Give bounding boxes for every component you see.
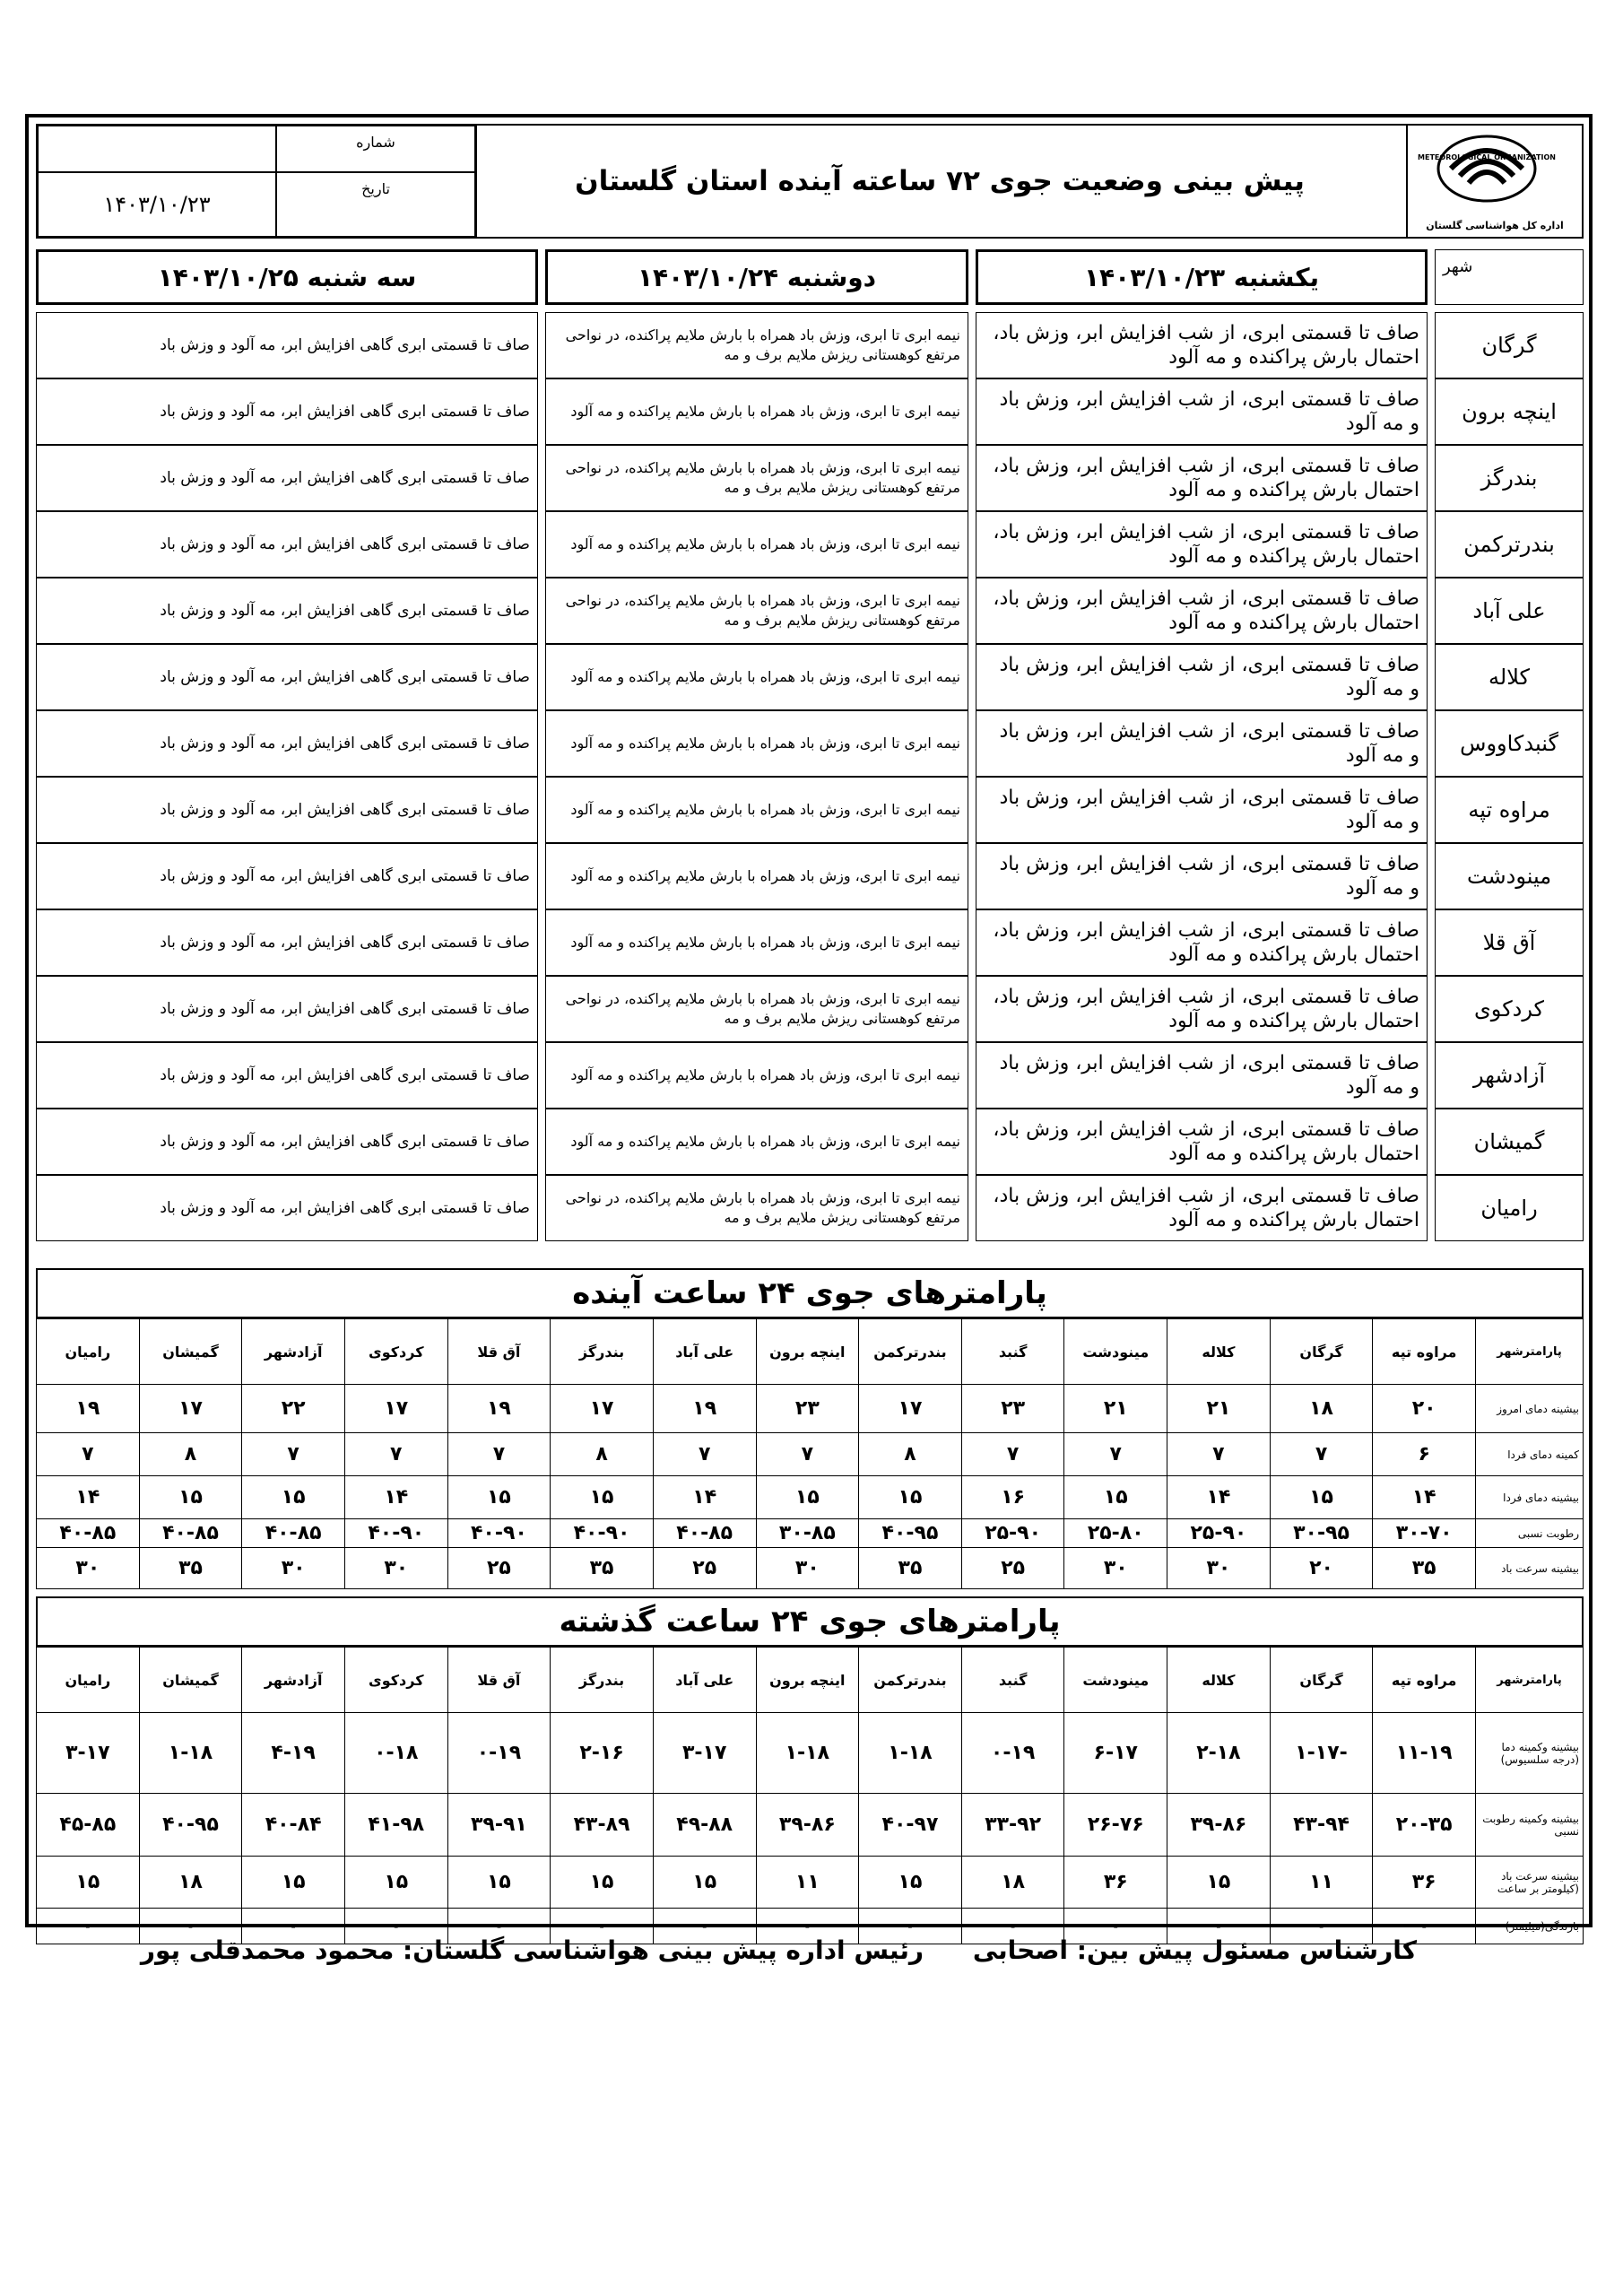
param-value: ۳۵ xyxy=(859,1548,962,1589)
param-row xyxy=(37,1519,1584,1548)
param-city-header: آزادشهر xyxy=(242,1648,345,1713)
param-value: ۱۹ xyxy=(37,1385,140,1433)
param-value: ۱۵ xyxy=(1270,1476,1373,1519)
param-value: ۰ xyxy=(1270,1909,1373,1944)
forecast-day3-cell: صاف تا قسمتی ابری گاهی افزایش ابر، مه آلود و وزش باد xyxy=(36,312,538,378)
forecast-day1-cell: صاف تا قسمتی ابری، از شب افزایش ابر، وزش باد و مه آلود xyxy=(976,378,1428,445)
param-value: ۴۵-۸۵ xyxy=(37,1794,140,1857)
param-value: ۱۵ xyxy=(1167,1857,1271,1909)
param-value: ۶ xyxy=(1373,1433,1476,1476)
day-header-3: سه شنبه ۱۴۰۳/۱۰/۲۵ xyxy=(36,249,538,305)
param-value: ۰-۱۹ xyxy=(447,1713,551,1794)
param-value: ۱۱ xyxy=(1270,1857,1373,1909)
param-city-header: بندرگز xyxy=(551,1319,654,1385)
forecast-day2-cell: نیمه ابری تا ابری، وزش باد همراه با بارش ملایم پراکنده و مه آلود xyxy=(545,710,968,777)
param-value: ۲۵-۸۰ xyxy=(1064,1519,1167,1548)
city-name: علی آباد xyxy=(1435,578,1584,644)
forecast-day2-cell: نیمه ابری تا ابری، وزش باد همراه با بارش ملایم پراکنده و مه آلود xyxy=(545,1042,968,1109)
forecast-day2-cell: نیمه ابری تا ابری، وزش باد همراه با بارش ملایم پراکنده و مه آلود xyxy=(545,777,968,843)
param-value: ۲۱ xyxy=(1167,1385,1271,1433)
head-signature: رئیس اداره پیش بینی هواشناسی گلستان: محمود محمدقلی پور xyxy=(140,1935,924,1965)
param-value: ۰ xyxy=(139,1909,242,1944)
forecast-day2-cell: نیمه ابری تا ابری، وزش باد همراه با بارش ملایم پراکنده و مه آلود xyxy=(545,843,968,909)
param-value: ۱-۱۸ xyxy=(859,1713,962,1794)
param-value: ۱۷ xyxy=(139,1385,242,1433)
param-value: ۰ xyxy=(1373,1909,1476,1944)
param-city-header: بندرترکمن xyxy=(859,1319,962,1385)
param-value: ۱۵ xyxy=(447,1857,551,1909)
param-city-header: آزادشهر xyxy=(242,1319,345,1385)
param-value: ۱۵ xyxy=(1064,1476,1167,1519)
param-value: ۲۵ xyxy=(447,1548,551,1589)
logo-emblem-icon xyxy=(1418,133,1556,204)
param-value: ۱۴ xyxy=(1373,1476,1476,1519)
param-row xyxy=(37,1433,1584,1476)
param-value: ۰ xyxy=(859,1909,962,1944)
param-value: ۱۴ xyxy=(1167,1476,1271,1519)
forecast-day1-cell: صاف تا قسمتی ابری، از شب افزایش ابر، وزش باد، احتمال بارش پراکنده و مه آلود xyxy=(976,578,1428,644)
day-header-2: دوشنبه ۱۴۰۳/۱۰/۲۴ xyxy=(545,249,968,305)
param-value: ۴۰-۹۰ xyxy=(447,1519,551,1548)
param-value: ۸ xyxy=(139,1433,242,1476)
param-value: ۳۵ xyxy=(1373,1548,1476,1589)
city-name: مینودشت xyxy=(1435,843,1584,909)
forecast-day1-cell: صاف تا قسمتی ابری، از شب افزایش ابر، وزش باد، احتمال بارش پراکنده و مه آلود xyxy=(976,445,1428,511)
param-value: ۳۰ xyxy=(37,1548,140,1589)
city-name: بندرترکمن xyxy=(1435,511,1584,578)
param-value: ۰ xyxy=(653,1909,756,1944)
logo-caption: اداره کل هواشناسی گلستان xyxy=(1426,220,1564,231)
forecast-day1-cell: صاف تا قسمتی ابری، از شب افزایش ابر، وزش باد، احتمال بارش پراکنده و مه آلود xyxy=(976,976,1428,1042)
param-value: ۱۵ xyxy=(551,1476,654,1519)
param-value: ۳۳-۹۲ xyxy=(961,1794,1064,1857)
param-value: ۳۰ xyxy=(1064,1548,1167,1589)
param-value: ۳۰ xyxy=(756,1548,859,1589)
param-city-header: بندرترکمن xyxy=(859,1648,962,1713)
svg-text:METEOROLOGICAL ORGANIZATION: METEOROLOGICAL ORGANIZATION xyxy=(1418,153,1556,161)
param-value: ۱۵ xyxy=(344,1857,447,1909)
forecast-day1-cell: صاف تا قسمتی ابری، از شب افزایش ابر، وزش باد و مه آلود xyxy=(976,1042,1428,1109)
param-value: ۸ xyxy=(859,1433,962,1476)
city-column-header: شهر xyxy=(1435,249,1584,305)
param-value: ۱۵ xyxy=(756,1476,859,1519)
forecast-day1-cell: صاف تا قسمتی ابری، از شب افزایش ابر، وزش باد، احتمال بارش پراکنده و مه آلود xyxy=(976,1109,1428,1175)
param-value: ۷ xyxy=(1064,1433,1167,1476)
param-value: ۸ xyxy=(551,1433,654,1476)
forecast-day2-cell: نیمه ابری تا ابری، وزش باد همراه با بارش ملایم پراکنده، در نواحی مرتفع کوهستانی ریزش ملایم برف و مه xyxy=(545,578,968,644)
param-value: ۳۰-۷۰ xyxy=(1373,1519,1476,1548)
param-value: ۷ xyxy=(242,1433,345,1476)
param-value: ۷ xyxy=(961,1433,1064,1476)
param-value: ۴۰-۸۵ xyxy=(37,1519,140,1548)
forecast-day3-cell: صاف تا قسمتی ابری گاهی افزایش ابر، مه آلود و وزش باد xyxy=(36,909,538,976)
forecast-day3-cell: صاف تا قسمتی ابری گاهی افزایش ابر، مه آلود و وزش باد xyxy=(36,1042,538,1109)
param-value: ۱۵ xyxy=(551,1857,654,1909)
param-value: ۳۶ xyxy=(1373,1857,1476,1909)
param-value: ۱۷ xyxy=(859,1385,962,1433)
forecast-day3-cell: صاف تا قسمتی ابری گاهی افزایش ابر، مه آلود و وزش باد xyxy=(36,777,538,843)
param-row xyxy=(37,1476,1584,1519)
param-value: ۲۵-۹۰ xyxy=(961,1519,1064,1548)
param-row-label: بیشینه سرعت باد (کیلومتر بر ساعت xyxy=(1476,1857,1584,1909)
param-value: ۷ xyxy=(756,1433,859,1476)
param-value: ۱۵ xyxy=(859,1857,962,1909)
reference-box xyxy=(38,126,477,237)
forecast-day3-cell: صاف تا قسمتی ابری گاهی افزایش ابر، مه آلود و وزش باد xyxy=(36,445,538,511)
param-value: ۴۰-۸۵ xyxy=(653,1519,756,1548)
param-row-label: بیشینه سرعت باد xyxy=(1476,1548,1584,1589)
param-value: ۰ xyxy=(551,1909,654,1944)
param-value: ۱۵ xyxy=(139,1476,242,1519)
param-value: ۴۰-۹۵ xyxy=(139,1794,242,1857)
past24-title: پارامترهای جوی ۲۴ ساعت گذشته xyxy=(36,1596,1584,1647)
city-name: بندرگز xyxy=(1435,445,1584,511)
forecast-day2-cell: نیمه ابری تا ابری، وزش باد همراه با بارش ملایم پراکنده و مه آلود xyxy=(545,909,968,976)
param-value: ۷ xyxy=(653,1433,756,1476)
param-city-header: کردکوی xyxy=(344,1319,447,1385)
param-value: ۱۷ xyxy=(551,1385,654,1433)
city-name: کردکوی xyxy=(1435,976,1584,1042)
forecast-day2-cell: نیمه ابری تا ابری، وزش باد همراه با بارش ملایم پراکنده و مه آلود xyxy=(545,1109,968,1175)
param-value: ۴۳-۸۹ xyxy=(551,1794,654,1857)
param-value: ۱۴ xyxy=(344,1476,447,1519)
next24-title: پارامترهای جوی ۲۴ ساعت آینده xyxy=(36,1268,1584,1318)
param-value: ۰ xyxy=(961,1909,1064,1944)
forecast-day1-cell: صاف تا قسمتی ابری، از شب افزایش ابر، وزش باد، احتمال بارش پراکنده و مه آلود xyxy=(976,511,1428,578)
param-value: ۱۸ xyxy=(1270,1385,1373,1433)
param-row xyxy=(37,1794,1584,1857)
param-value: ۲۲ xyxy=(242,1385,345,1433)
forecast-day2-cell: نیمه ابری تا ابری، وزش باد همراه با بارش ملایم پراکنده، در نواحی مرتفع کوهستانی ریزش ملایم برف و مه xyxy=(545,312,968,378)
forecast-day2-cell: نیمه ابری تا ابری، وزش باد همراه با بارش ملایم پراکنده، در نواحی مرتفع کوهستانی ریزش ملایم برف و مه xyxy=(545,976,968,1042)
param-value: ۴۹-۸۸ xyxy=(653,1794,756,1857)
param-value: ۰-۱۸ xyxy=(344,1713,447,1794)
param-city-header: مراوه تپه xyxy=(1373,1319,1476,1385)
param-value: ۰ xyxy=(1064,1909,1167,1944)
param-value: ۱۵ xyxy=(447,1476,551,1519)
param-value: ۳۵ xyxy=(139,1548,242,1589)
param-value: ۰ xyxy=(756,1909,859,1944)
param-value: ۴۰-۸۴ xyxy=(242,1794,345,1857)
city-name: گرگان xyxy=(1435,312,1584,378)
forecast-day2-cell: نیمه ابری تا ابری، وزش باد همراه با بارش ملایم پراکنده، در نواحی مرتفع کوهستانی ریزش ملایم برف و مه xyxy=(545,445,968,511)
param-city-header: گمیشان xyxy=(139,1648,242,1713)
param-value: ۳۹-۹۱ xyxy=(447,1794,551,1857)
param-row xyxy=(37,1857,1584,1909)
param-value: ۲-۱۶ xyxy=(551,1713,654,1794)
param-value: ۱-۱۸ xyxy=(139,1713,242,1794)
forecast-day2-cell: نیمه ابری تا ابری، وزش باد همراه با بارش ملایم پراکنده و مه آلود xyxy=(545,378,968,445)
param-value: ۳۹-۸۶ xyxy=(1167,1794,1271,1857)
param-value: ۶-۱۷ xyxy=(1064,1713,1167,1794)
param-city-header: علی آباد xyxy=(653,1319,756,1385)
param-value: ۳۹-۸۶ xyxy=(756,1794,859,1857)
param-city-header: گرگان xyxy=(1270,1319,1373,1385)
param-value: ۳۰-۸۵ xyxy=(756,1519,859,1548)
forecast-day1-cell: صاف تا قسمتی ابری، از شب افزایش ابر، وزش باد و مه آلود xyxy=(976,843,1428,909)
date-value: ۱۴۰۳/۱۰/۲۳ xyxy=(38,172,276,237)
param-value: ۳-۱۷ xyxy=(653,1713,756,1794)
forecast-day3-cell: صاف تا قسمتی ابری گاهی افزایش ابر، مه آلود و وزش باد xyxy=(36,644,538,710)
forecast-day1-cell: صاف تا قسمتی ابری، از شب افزایش ابر، وزش باد و مه آلود xyxy=(976,710,1428,777)
param-city-header: مینودشت xyxy=(1064,1648,1167,1713)
param-value: ۳۰ xyxy=(1167,1548,1271,1589)
param-row xyxy=(37,1385,1584,1433)
param-value: ۴۰-۸۵ xyxy=(242,1519,345,1548)
param-corner-header: پارامترشهر xyxy=(1476,1648,1584,1713)
param-value: ۰ xyxy=(447,1909,551,1944)
expert-signature: کارشناس مسئول پیش بین: اصحابی xyxy=(972,1935,1417,1965)
param-value: ۴۱-۹۸ xyxy=(344,1794,447,1857)
param-row-label: بارندگی(میلیمتر) xyxy=(1476,1909,1584,1944)
param-value: ۳-۱۷ xyxy=(37,1713,140,1794)
param-value: ۰ xyxy=(37,1909,140,1944)
day-header-1: یکشنبه ۱۴۰۳/۱۰/۲۳ xyxy=(976,249,1428,305)
forecast-day3-cell: صاف تا قسمتی ابری گاهی افزایش ابر، مه آلود و وزش باد xyxy=(36,710,538,777)
param-city-header: مینودشت xyxy=(1064,1319,1167,1385)
param-value: ۲۱ xyxy=(1064,1385,1167,1433)
param-value: ۲-۱۸ xyxy=(1167,1713,1271,1794)
param-city-header: بندرگز xyxy=(551,1648,654,1713)
param-city-header: رامیان xyxy=(37,1648,140,1713)
param-city-header: آق قلا xyxy=(447,1648,551,1713)
forecast-day1-cell: صاف تا قسمتی ابری، از شب افزایش ابر، وزش باد و مه آلود xyxy=(976,644,1428,710)
param-value: ۲۵ xyxy=(961,1548,1064,1589)
param-value: ۱۵ xyxy=(242,1476,345,1519)
param-value: ۴۰-۹۰ xyxy=(551,1519,654,1548)
city-name: آق قلا xyxy=(1435,909,1584,976)
param-value: ۱۶ xyxy=(961,1476,1064,1519)
date-label: تاریخ xyxy=(276,172,475,237)
forecast-day2-cell: نیمه ابری تا ابری، وزش باد همراه با بارش ملایم پراکنده و مه آلود xyxy=(545,644,968,710)
param-value: ۱۴ xyxy=(653,1476,756,1519)
param-value: ۷ xyxy=(37,1433,140,1476)
param-value: ۳۰ xyxy=(242,1548,345,1589)
param-city-header: گمیشان xyxy=(139,1319,242,1385)
param-value: ۱۸ xyxy=(961,1857,1064,1909)
param-value: ۲۵-۹۰ xyxy=(1167,1519,1271,1548)
param-row-label: کمینه دمای فردا xyxy=(1476,1433,1584,1476)
city-name: گنبدکاووس xyxy=(1435,710,1584,777)
next24-table xyxy=(36,1318,1584,1589)
param-corner-header: پارامترشهر xyxy=(1476,1319,1584,1385)
param-city-header: اینچه برون xyxy=(756,1319,859,1385)
forecast-day3-cell: صاف تا قسمتی ابری گاهی افزایش ابر، مه آلود و وزش باد xyxy=(36,378,538,445)
param-city-header: گرگان xyxy=(1270,1648,1373,1713)
param-value: ۱۹ xyxy=(447,1385,551,1433)
param-row-label: بیشینه دمای امروز xyxy=(1476,1385,1584,1433)
param-city-header: گنبد xyxy=(961,1648,1064,1713)
param-value: ۲۳ xyxy=(961,1385,1064,1433)
param-value: ۱۱-۱۹ xyxy=(1373,1713,1476,1794)
number-value xyxy=(38,126,276,172)
param-value: ۰ xyxy=(242,1909,345,1944)
param-value: ۰ xyxy=(1167,1909,1271,1944)
forecast-day1-cell: صاف تا قسمتی ابری، از شب افزایش ابر، وزش باد، احتمال بارش پراکنده و مه آلود xyxy=(976,909,1428,976)
city-name: مراوه تپه xyxy=(1435,777,1584,843)
org-logo xyxy=(1406,126,1582,237)
param-row xyxy=(37,1713,1584,1794)
param-value: ۴۰-۹۵ xyxy=(859,1519,962,1548)
param-value: ۴۳-۹۴ xyxy=(1270,1794,1373,1857)
param-city-header: کلاله xyxy=(1167,1648,1271,1713)
param-value: ۷ xyxy=(447,1433,551,1476)
param-value: ۷ xyxy=(1167,1433,1271,1476)
param-row xyxy=(37,1548,1584,1589)
param-value: ۱۸ xyxy=(139,1857,242,1909)
param-city-header: گنبد xyxy=(961,1319,1064,1385)
param-value: -۱-۱۷ xyxy=(1270,1713,1373,1794)
param-value: ۱۴ xyxy=(37,1476,140,1519)
param-value: ۷ xyxy=(344,1433,447,1476)
param-value: ۱۵ xyxy=(653,1857,756,1909)
param-row-label: بیشینه دمای فردا xyxy=(1476,1476,1584,1519)
document-title: پیش بینی وضعیت جوی ۷۲ ساعته آینده استان گلستان xyxy=(575,165,1305,197)
document-header xyxy=(36,124,1584,239)
param-value: ۱۵ xyxy=(859,1476,962,1519)
param-value: ۱۵ xyxy=(242,1857,345,1909)
forecast-day3-cell: صاف تا قسمتی ابری گاهی افزایش ابر، مه آلود و وزش باد xyxy=(36,976,538,1042)
forecast-day3-cell: صاف تا قسمتی ابری گاهی افزایش ابر، مه آلود و وزش باد xyxy=(36,578,538,644)
param-row-label: بیشینه وکمینه رطوبت نسبی xyxy=(1476,1794,1584,1857)
param-city-header: آق قلا xyxy=(447,1319,551,1385)
city-name: رامیان xyxy=(1435,1175,1584,1241)
forecast-day3-cell: صاف تا قسمتی ابری گاهی افزایش ابر، مه آلود و وزش باد xyxy=(36,843,538,909)
param-value: ۴-۱۹ xyxy=(242,1713,345,1794)
param-value: ۱۷ xyxy=(344,1385,447,1433)
param-value: ۳۵ xyxy=(551,1548,654,1589)
forecast-day1-cell: صاف تا قسمتی ابری، از شب افزایش ابر، وزش باد، احتمال بارش پراکنده و مه آلود xyxy=(976,1175,1428,1241)
forecast-day3-cell: صاف تا قسمتی ابری گاهی افزایش ابر، مه آلود و وزش باد xyxy=(36,511,538,578)
param-city-header: کلاله xyxy=(1167,1319,1271,1385)
param-row-label: رطوبت نسبی xyxy=(1476,1519,1584,1548)
param-value: ۳۰-۹۵ xyxy=(1270,1519,1373,1548)
param-value: ۱۹ xyxy=(653,1385,756,1433)
param-value: ۲۶-۷۶ xyxy=(1064,1794,1167,1857)
param-value: ۳۰ xyxy=(344,1548,447,1589)
param-value: ۳۶ xyxy=(1064,1857,1167,1909)
forecast-day3-cell: صاف تا قسمتی ابری گاهی افزایش ابر، مه آلود و وزش باد xyxy=(36,1175,538,1241)
param-value: ۱۵ xyxy=(37,1857,140,1909)
param-value: ۴۰-۹۷ xyxy=(859,1794,962,1857)
forecast-day3-cell: صاف تا قسمتی ابری گاهی افزایش ابر، مه آلود و وزش باد xyxy=(36,1109,538,1175)
param-city-header: کردکوی xyxy=(344,1648,447,1713)
param-value: ۱۱ xyxy=(756,1857,859,1909)
param-value: ۲۰-۳۵ xyxy=(1373,1794,1476,1857)
param-value: ۲۰ xyxy=(1373,1385,1476,1433)
past24-table xyxy=(36,1647,1584,1944)
city-name: گمیشان xyxy=(1435,1109,1584,1175)
param-value: ۰-۱۹ xyxy=(961,1713,1064,1794)
city-name: آزادشهر xyxy=(1435,1042,1584,1109)
param-row-label: بیشینه وکمینه دما (درجه سلسیوس) xyxy=(1476,1713,1584,1794)
forecast-day1-cell: صاف تا قسمتی ابری، از شب افزایش ابر، وزش باد و مه آلود xyxy=(976,777,1428,843)
param-city-header: اینچه برون xyxy=(756,1648,859,1713)
param-value: ۴۰-۸۵ xyxy=(139,1519,242,1548)
forecast-day1-cell: صاف تا قسمتی ابری، از شب افزایش ابر، وزش باد، احتمال بارش پراکنده و مه آلود xyxy=(976,312,1428,378)
city-name: کلاله xyxy=(1435,644,1584,710)
param-value: ۲۵ xyxy=(653,1548,756,1589)
param-value: ۲۳ xyxy=(756,1385,859,1433)
forecast-day2-cell: نیمه ابری تا ابری، وزش باد همراه با بارش ملایم پراکنده، در نواحی مرتفع کوهستانی ریزش ملایم برف و مه xyxy=(545,1175,968,1241)
param-city-header: رامیان xyxy=(37,1319,140,1385)
city-name: اینچه برون xyxy=(1435,378,1584,445)
param-value: ۲۰ xyxy=(1270,1548,1373,1589)
param-city-header: مراوه تپه xyxy=(1373,1648,1476,1713)
number-label: شماره xyxy=(276,126,475,172)
forecast-day2-cell: نیمه ابری تا ابری، وزش باد همراه با بارش ملایم پراکنده و مه آلود xyxy=(545,511,968,578)
param-value: ۷ xyxy=(1270,1433,1373,1476)
param-value: ۱-۱۸ xyxy=(756,1713,859,1794)
param-city-header: علی آباد xyxy=(653,1648,756,1713)
param-value: ۴۰-۹۰ xyxy=(344,1519,447,1548)
param-value: ۰ xyxy=(344,1909,447,1944)
